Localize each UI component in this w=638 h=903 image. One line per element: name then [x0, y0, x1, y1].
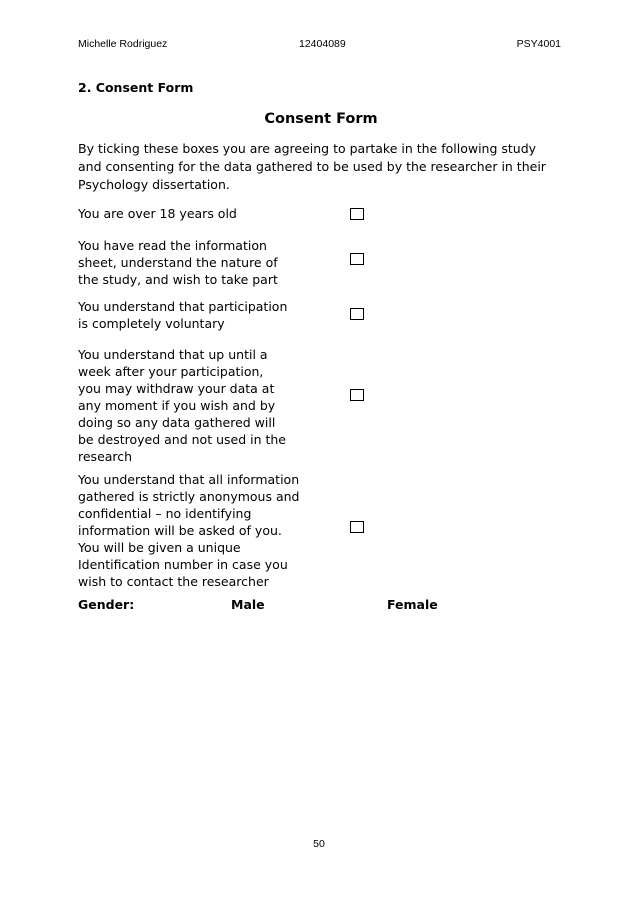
- consent-item-info-text: You have read the information sheet, understand the nature of the study, and wish to take part: [78, 238, 278, 287]
- consent-item-anonymous-text: You understand that all information gathered is strictly anonymous and confidential – no identifying information will be asked of you. You will be given a unique Identification number in case you wish to contact the researcher: [78, 472, 300, 589]
- header-course-code: PSY4001: [516, 38, 561, 50]
- consent-item-voluntary-text: You understand that participation is completely voluntary: [78, 299, 288, 331]
- header-name: Michelle Rodriguez: [78, 38, 168, 50]
- consent-item-withdraw-text: You understand that up until a week after your participation, you may withdraw your data at any moment if you wish and by doing so any data gathered will be destroyed and not used in the research: [78, 347, 286, 464]
- consent-checkbox-age[interactable]: [350, 208, 364, 220]
- header-student-id: 12404089: [299, 38, 346, 50]
- page-number: 50: [313, 838, 325, 850]
- gender-option-male[interactable]: Male: [231, 597, 265, 612]
- consent-checkbox-info[interactable]: [350, 253, 364, 265]
- gender-label: Gender:: [78, 597, 135, 612]
- consent-checkbox-anonymous[interactable]: [350, 521, 364, 533]
- consent-checkbox-voluntary[interactable]: [350, 308, 364, 320]
- gender-option-female[interactable]: Female: [387, 597, 438, 612]
- intro-paragraph: By ticking these boxes you are agreeing to partake in the following study and consenting for the data gathered to be used by the researcher in their Psychology dissertation.: [78, 141, 546, 192]
- form-title-wrapper: [0, 111, 638, 127]
- consent-checkbox-withdraw[interactable]: [350, 389, 364, 401]
- consent-item-age-text: You are over 18 years old: [78, 206, 237, 221]
- section-heading: 2. Consent Form: [78, 80, 194, 95]
- form-title: Consent Form: [264, 111, 378, 127]
